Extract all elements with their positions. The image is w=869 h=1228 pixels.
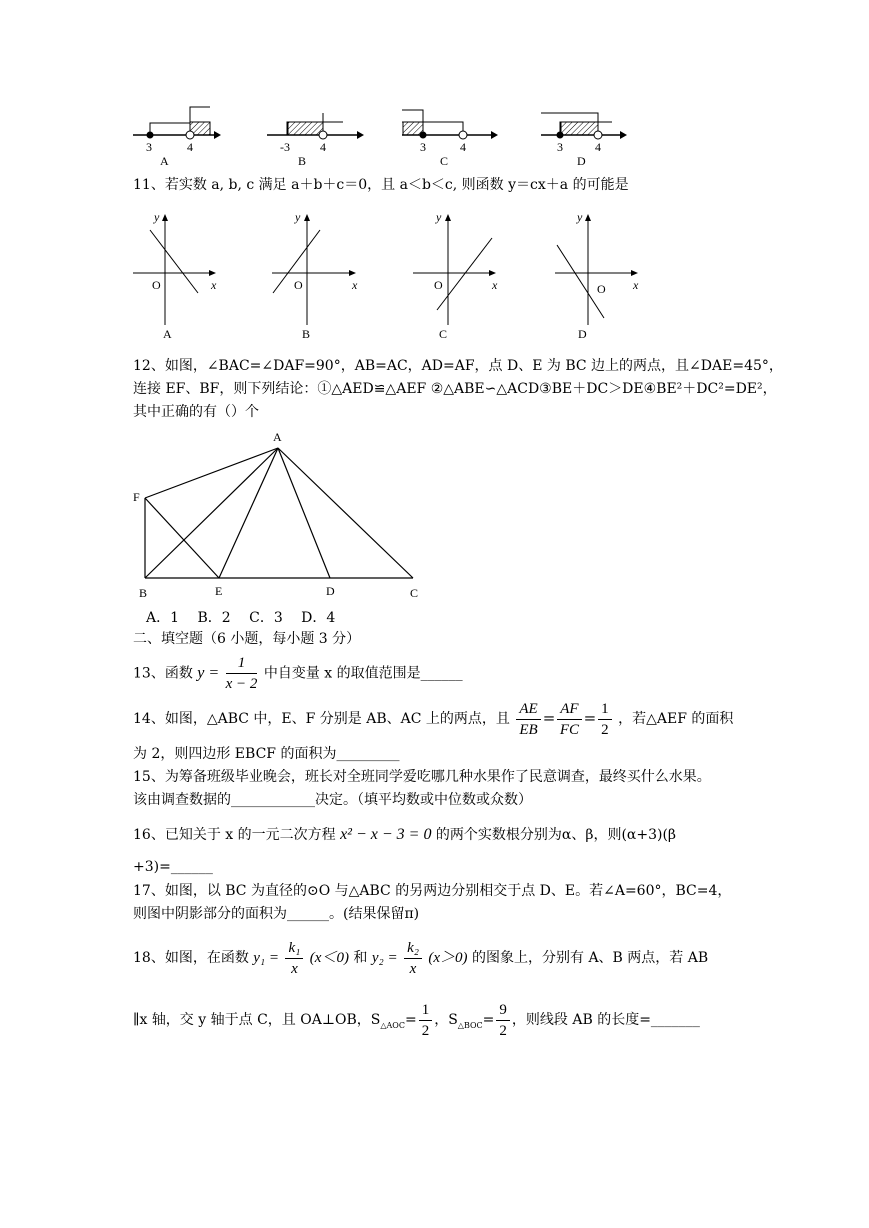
q16-pre: 16、已知关于 x 的一元二次方程 (133, 827, 341, 843)
q18-x1: x (291, 960, 298, 977)
graph-a-letter: A (163, 327, 172, 341)
q12-line-3: 其中正确的有（）个 (133, 404, 259, 420)
q18-mid2: ，S (434, 1012, 458, 1028)
graph-d-x-label: x (633, 278, 639, 292)
q18-line-1 (133, 936, 708, 980)
q11-graphs (0, 205, 869, 335)
q13-post: 中自变量 x 的取值范围是______ (263, 665, 463, 682)
q14-f2-num: AF (557, 699, 581, 720)
q15-line-2: 该由调查数据的____________决定。（填平均数或中位数或众数） (133, 792, 532, 808)
q12-triangle-figure (0, 430, 869, 610)
option-a-tick-1: 3 (146, 140, 152, 154)
option-c-letter: C (440, 154, 449, 168)
q14-f2-den: FC (559, 721, 580, 738)
graph-c-origin: O (434, 278, 443, 292)
q18-sub-aoc: △AOC (380, 1020, 405, 1030)
graph-d-y-label: y (577, 210, 583, 224)
graph-c-x-label: x (492, 278, 498, 292)
q16-equation: x² − x − 3 = 0 (340, 826, 432, 843)
q12-choices: A．1 B．2 C．3 D．4 (146, 610, 336, 626)
graph-c-y-label: y (436, 210, 442, 224)
q14-fraction-half (598, 699, 612, 740)
option-c-tick-2: 4 (460, 140, 466, 154)
point-f-label: F (133, 490, 140, 504)
q18-cond-1: (x＜0) (309, 950, 349, 966)
q14-post: ，若△AEF 的面积 (618, 711, 734, 727)
graph-d-letter: D (578, 327, 587, 341)
q13-line (133, 653, 463, 694)
graph-c-letter: C (439, 327, 448, 341)
option-d-number-line (541, 113, 627, 139)
graph-a-y-label: y (154, 210, 160, 224)
graph-c (413, 215, 498, 325)
q13-fraction (226, 653, 258, 694)
q11-text: 11、若实数 a, b, c 满足 a＋b＋c＝0，且 a＜b＜c, 则函数 y＝cx＋a 的可能是 (133, 177, 629, 193)
graph-b-y-label: y (295, 210, 301, 224)
q14-fraction-ae-eb (516, 699, 540, 740)
q18-k1: k₁ (285, 938, 303, 959)
q14-line-2: 为 2，则四边形 EBCF 的面积为_________ (133, 746, 400, 762)
q18-cond-2: (x＞0) (428, 950, 468, 966)
q18-fraction-k1-x (285, 938, 303, 979)
q12-line-1: 12、如图，∠BAC=∠DAF=90°，AB=AC，AD=AF，点 D、E 为 BC 边上的两点，且∠DAE=45°， (133, 358, 783, 374)
q14-fraction-af-fc (557, 699, 581, 740)
q18-y2: y₂ = (371, 950, 398, 966)
option-d-tick-1: 3 (557, 140, 563, 154)
point-b-label: B (139, 586, 148, 600)
option-b-letter: B (298, 154, 307, 168)
graph-b (272, 215, 358, 325)
graph-b-letter: B (302, 327, 311, 341)
option-b-tick-1: -3 (280, 140, 290, 154)
graph-b-origin: O (294, 278, 303, 292)
q18-fraction-k2-x (404, 938, 422, 979)
q18-x2: x (409, 960, 417, 977)
point-e-label: E (215, 584, 223, 598)
option-b-tick-2: 4 (320, 140, 326, 154)
q15-line-1: 15、为筹备班级毕业晚会，班长对全班同学爱吃哪几种水果作了民意调查，最终买什么水果。 (133, 769, 711, 785)
q14-line-1 (133, 698, 733, 740)
point-a-label: A (273, 430, 282, 444)
graph-a (133, 215, 215, 325)
q16-line-1 (133, 826, 676, 844)
point-c-label: C (410, 586, 419, 600)
q14-f3-den: 2 (601, 721, 609, 738)
option-b-number-line (267, 113, 364, 139)
q14-pre: 14、如图，△ABC 中，E、F 分别是 AB、AC 上的两点，且 (133, 711, 515, 727)
point-d-label: D (326, 584, 335, 598)
q18-mid: 和 (353, 950, 372, 966)
q18-k2: k₂ (404, 938, 422, 959)
graph-d (555, 215, 637, 325)
section-2-heading: 二、填空题（6 小题，每小题 3 分） (133, 631, 361, 647)
q14-f3-num: 1 (598, 699, 612, 720)
q18-n2: 9 (496, 1000, 510, 1021)
option-c-number-line (402, 110, 498, 139)
q18-eq-2: = (482, 1012, 495, 1028)
option-a-tick-2: 4 (187, 140, 193, 154)
q16-line-2: +3)=______ (133, 859, 213, 875)
q13-pre: 13、函数 (133, 665, 198, 682)
q18-line-2 (133, 998, 700, 1048)
q13-denominator: x − 2 (225, 676, 258, 692)
q18-d1: 2 (421, 1022, 430, 1039)
q18-y1: y₁ = (253, 950, 280, 966)
q18-post: 的图象上，分别有 A、B 两点，若 AB (472, 950, 709, 966)
q18-line2b: ，则线段 AB 的长度=_______ (511, 1012, 700, 1028)
option-d-letter: D (577, 154, 586, 168)
q13-numerator: 1 (226, 653, 258, 674)
q14-f1-den: EB (519, 721, 538, 738)
graph-b-x-label: x (352, 278, 358, 292)
q13-y: y = (197, 664, 220, 682)
q14-f1-num: AE (516, 699, 540, 720)
q18-eq-1: = (404, 1012, 417, 1028)
q18-d2: 2 (499, 1022, 507, 1039)
q14-eq-2: = (583, 709, 597, 727)
q18-fraction-9-2 (496, 1000, 510, 1041)
q17-line-1: 17、如图，以 BC 为直径的⊙O 与△ABC 的另两边分别相交于点 D、E。若∠A=60°，BC=4， (133, 883, 732, 899)
option-c-tick-1: 3 (420, 140, 426, 154)
q17-line-2: 则图中阴影部分的面积为______。(结果保留π) (133, 906, 420, 922)
q16-post: 的两个实数根分别为α、β，则(α+3)(β (435, 827, 677, 843)
q12-line-2: 连接 EF、BF，则下列结论：①△AED≌△AEF ②△ABE∽△ACD③BE＋DC＞DE④BE²＋DC²=DE²， (133, 381, 777, 397)
graph-a-x-label: x (211, 278, 217, 292)
q18-fraction-1-2 (419, 1000, 433, 1041)
option-a-letter: A (160, 154, 169, 168)
option-a-number-line (133, 107, 221, 139)
q18-line2a: ∥x 轴，交 y 轴于点 C，且 OA⊥OB，S (133, 1012, 381, 1028)
option-d-tick-2: 4 (595, 140, 601, 154)
q14-eq-1: = (542, 709, 556, 727)
graph-a-origin: O (152, 278, 161, 292)
q18-pre: 18、如图，在函数 (133, 950, 254, 966)
q18-sub-boc: △BOC (457, 1020, 483, 1030)
q18-n1: 1 (419, 1000, 433, 1021)
graph-d-origin: O (597, 282, 606, 296)
